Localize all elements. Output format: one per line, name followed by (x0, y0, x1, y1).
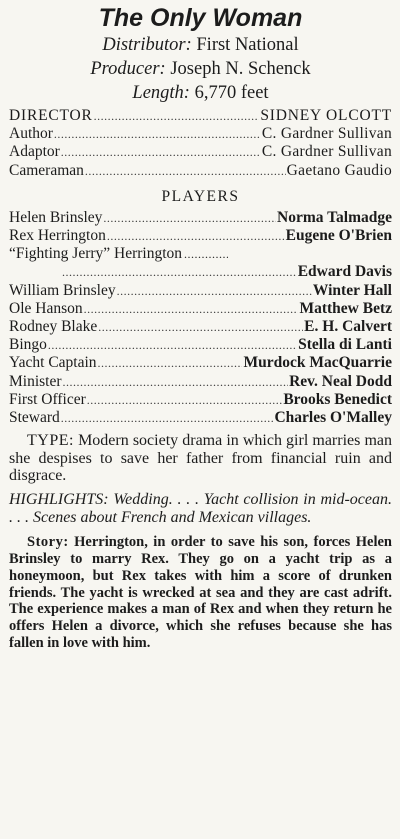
player-row (9, 354, 392, 372)
leader-dots (87, 391, 283, 409)
player-row (9, 209, 392, 227)
leader-dots (48, 336, 297, 354)
players-heading: PLAYERS (161, 187, 240, 205)
highlights-text: Wedding. . . . Yacht collision in mid-ocean. . . . Scenes about French and Mexican villages. (9, 491, 393, 526)
credit-name: C. Gardner Sullivan (261, 125, 392, 143)
player-role: First Officer (9, 390, 86, 408)
credit-role: Cameraman (9, 161, 84, 179)
type-paragraph (9, 432, 392, 485)
credits-list (9, 107, 392, 180)
story-text: Herrington, in order to save his son, forces Helen Brinsley to marry Rex. They go on a yacht trip as a honeymoon, but Rex takes with him a score of drunken friends. The yacht is wrecked at sea and they are cast adrift. The experience makes a man of Rex and when they return he offers Helen a divorce, which she refuses because she has fallen in love with him. (9, 534, 392, 651)
leader-dots (98, 354, 243, 372)
leader-dots (117, 282, 312, 300)
player-actor: Rev. Neal Dodd (289, 372, 392, 390)
leader-dots (54, 125, 261, 143)
player-row (9, 227, 392, 245)
player-actor: Murdock MacQuarrie (243, 354, 392, 372)
player-row (9, 282, 392, 300)
player-actor: Stella di Lanti (298, 336, 392, 354)
player-role: Yacht Captain (9, 354, 97, 372)
player-actor: Edward Davis (297, 263, 392, 281)
film-title: The Only Woman (98, 4, 303, 32)
leader-dots (84, 300, 299, 318)
producer-label: Producer: (90, 59, 166, 79)
length-label: Length: (132, 83, 190, 103)
player-role: “Fighting Jerry” Herrington (9, 245, 183, 263)
credit-row (9, 125, 392, 143)
type-label: TYPE: (27, 432, 74, 450)
distributor-value: First National (196, 35, 299, 55)
player-actor: Winter Hall (312, 281, 392, 299)
credit-row (9, 107, 392, 125)
player-role: Helen Brinsley (9, 208, 103, 226)
leader-dots (85, 162, 286, 180)
leader-dots (184, 245, 228, 263)
player-row (9, 391, 392, 409)
story-paragraph (9, 534, 392, 652)
distributor-label: Distributor: (102, 35, 192, 55)
leader-dots (63, 373, 289, 391)
player-row (9, 373, 392, 391)
credit-row (9, 162, 392, 180)
player-row (9, 336, 392, 354)
distributor-line (9, 33, 392, 57)
player-actor: Eugene O'Brien (285, 227, 392, 245)
type-text: Modern society drama in which girl marries man she despises to save her father from financial ruin and disgrace. (9, 432, 393, 485)
player-actor: Norma Talmadge (277, 208, 392, 226)
player-actor: E. H. Calvert (304, 318, 392, 336)
leader-dots (107, 227, 285, 245)
leader-dots (61, 409, 274, 427)
length-value: 6,770 feet (194, 83, 269, 103)
story-label: Story: (27, 534, 69, 551)
length-line (9, 81, 392, 105)
player-role: Rex Herrington (9, 227, 106, 245)
player-role: Ole Hanson (9, 299, 83, 317)
player-row (9, 409, 392, 427)
credit-role: DIRECTOR (9, 107, 93, 124)
highlights-label: HIGHLIGHTS: (9, 491, 109, 509)
player-role: Steward (9, 409, 60, 427)
player-role: Rodney Blake (9, 318, 98, 336)
players-list (9, 209, 392, 427)
film-review-card (0, 3, 400, 652)
leader-dots (103, 209, 276, 227)
player-row (9, 318, 392, 336)
player-actor: Matthew Betz (299, 299, 392, 317)
leader-dots (62, 263, 297, 281)
credit-name: SIDNEY OLCOTT (260, 107, 392, 124)
leader-dots (98, 318, 303, 336)
credit-role: Author (9, 125, 53, 143)
credit-role: Adaptor (9, 143, 60, 161)
credit-row (9, 143, 392, 161)
credit-name: C. Gardner Sullivan (261, 143, 392, 161)
producer-value: Joseph N. Schenck (170, 59, 311, 79)
player-role: Bingo (9, 336, 47, 354)
credit-name: Gaetano Gaudio (286, 161, 392, 179)
player-row (9, 245, 392, 263)
highlights-paragraph (9, 491, 392, 526)
producer-line (9, 57, 392, 81)
player-actor: Charles O'Malley (274, 409, 392, 427)
player-actor: Brooks Benedict (283, 390, 392, 408)
leader-dots (94, 107, 260, 125)
player-row (9, 300, 392, 318)
player-role: Minister (9, 372, 62, 390)
leader-dots (61, 143, 261, 161)
player-role: William Brinsley (9, 281, 116, 299)
player-row-continued (9, 263, 392, 281)
